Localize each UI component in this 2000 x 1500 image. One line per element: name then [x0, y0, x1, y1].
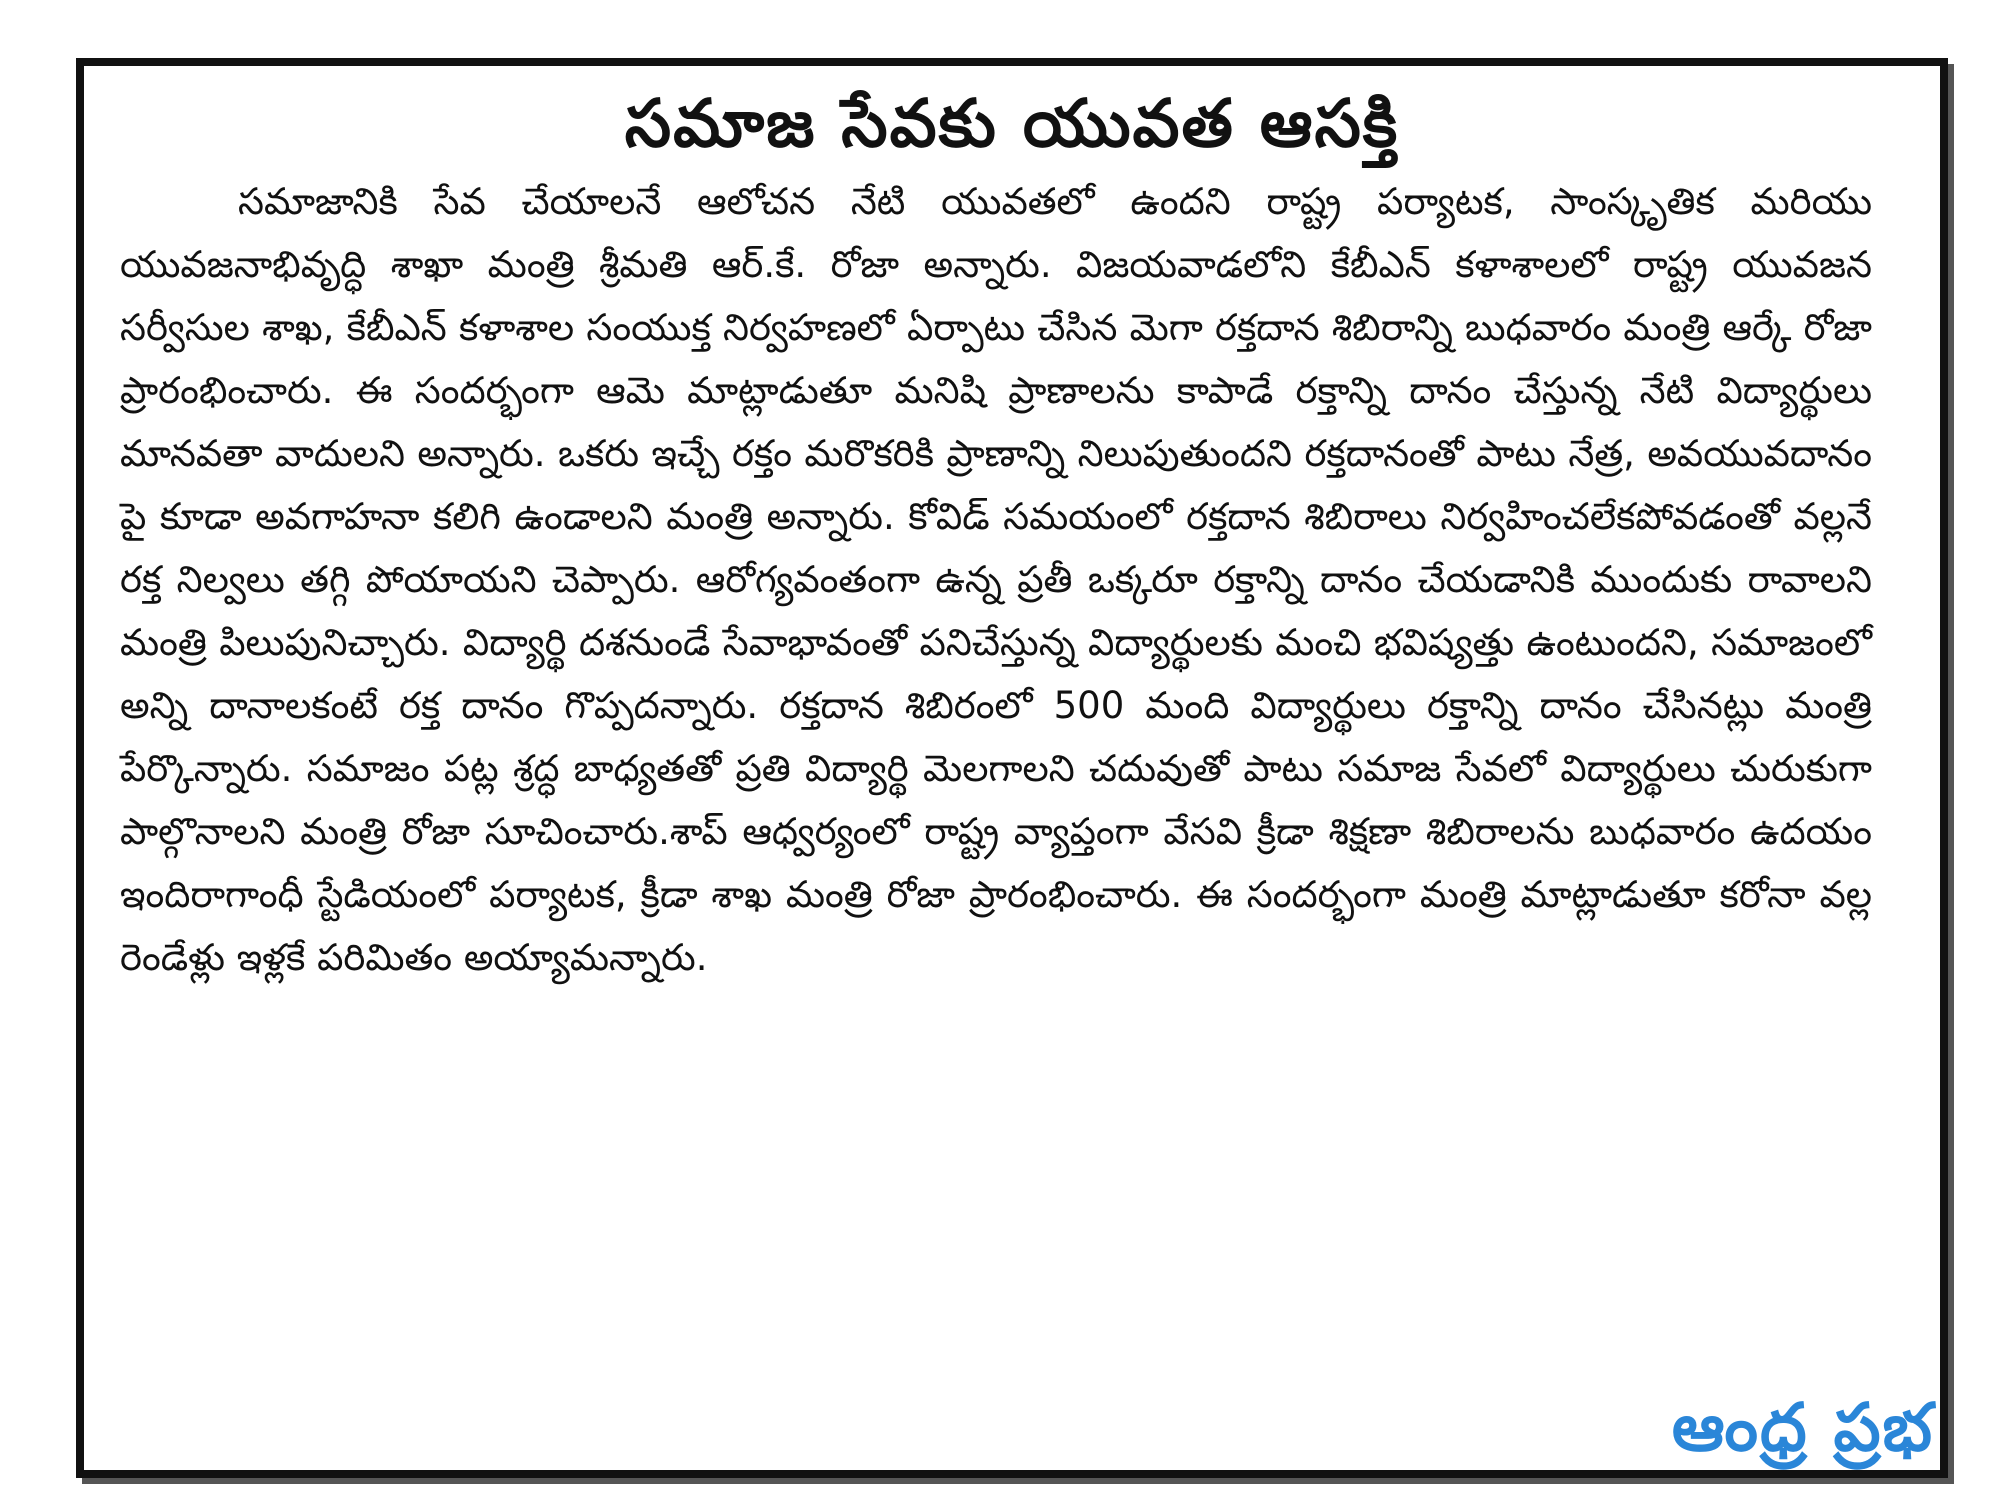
article-body: సమాజానికి సేవ చేయాలనే ఆలోచన నేటి యువతలో ఉందని రాష్ట్ర పర్యాటక, సాంస్కృతిక మరియు యువజనాభివృద్ధి శాఖా మంత్రి శ్రీమతి ఆర్.కే. రోజా అన్నారు. విజయవాడలోని కేబీఎన్ కళాశాలలో రాష్ట్ర యువజన సర్వీసుల శాఖ, కేబీఎన్ కళాశాల సంయుక్త నిర్వహణలో ఏర్పాటు చేసిన మెగా రక్తదాన శిబిరాన్ని బుధవారం మంత్రి ఆర్కే రోజా ప్రారంభించారు. ఈ సందర్భంగా ఆమె మాట్లాడుతూ మనిషి ప్రాణాలను కాపాడే రక్తాన్ని దానం చేస్తున్న నేటి విద్యార్థులు మానవతా వాదులని అన్నారు. ఒకరు ఇచ్చే రక్తం మరొకరికి ప్రాణాన్ని నిలుపుతుందని రక్తదానంతో పాటు నేత్ర, అవయువదానం పై కూడా అవగాహనా కలిగి ఉండాలని మంత్రి అన్నారు. కోవిడ్ సమయంలో రక్తదాన శిబిరాలు నిర్వహించలేకపోవడంతో వల్లనే రక్త నిల్వలు తగ్గి పోయాయని చెప్పారు. ఆరోగ్యవంతంగా ఉన్న ప్రతీ ఒక్కరూ రక్తాన్ని దానం చేయడానికి ముందుకు రావాలని మంత్రి పిలుపునిచ్చారు. విద్యార్థి దశనుండే సేవాభావంతో పనిచేస్తున్న విద్యార్థులకు మంచి భవిష్యత్తు ఉంటుందని, సమాజంలో అన్ని దానాలకంటే రక్త దానం గొప్పదన్నారు. రక్తదాన శిబిరంలో 500 మంది విద్యార్థులు రక్తాన్ని దానం చేసినట్లు మంత్రి పేర్కొన్నారు. సమాజం పట్ల శ్రద్ధ బాధ్యతతో ప్రతి విద్యార్థి మెలగాలని చదువుతో పాటు సమాజ సేవలో విద్యార్థులు చురుకుగా పాల్గొనాలని మంత్రి రోజా సూచించారు.శాప్ ఆధ్వర్యంలో రాష్ట్ర వ్యాప్తంగా వేసవి క్రీడా శిక్షణా శిబిరాలను బుధవారం ఉదయం ఇందిరాగాంధీ స్టేడియంలో పర్యాటక, క్రీడా శాఖ మంత్రి రోజా ప్రారంభించారు. ఈ సందర్భంగా మంత్రి మాట్లాడుతూ కరోనా వల్ల రెండేళ్లు ఇళ్లకే పరిమితం అయ్యామన్నారు.: [120, 180, 1872, 979]
newspaper-masthead: ఆంధ్ర ప్రభ: [1671, 1389, 1934, 1466]
headline: సమాజ సేవకు యువత ఆసక్తి: [624, 85, 1400, 162]
news-clipping: [76, 58, 1948, 1478]
